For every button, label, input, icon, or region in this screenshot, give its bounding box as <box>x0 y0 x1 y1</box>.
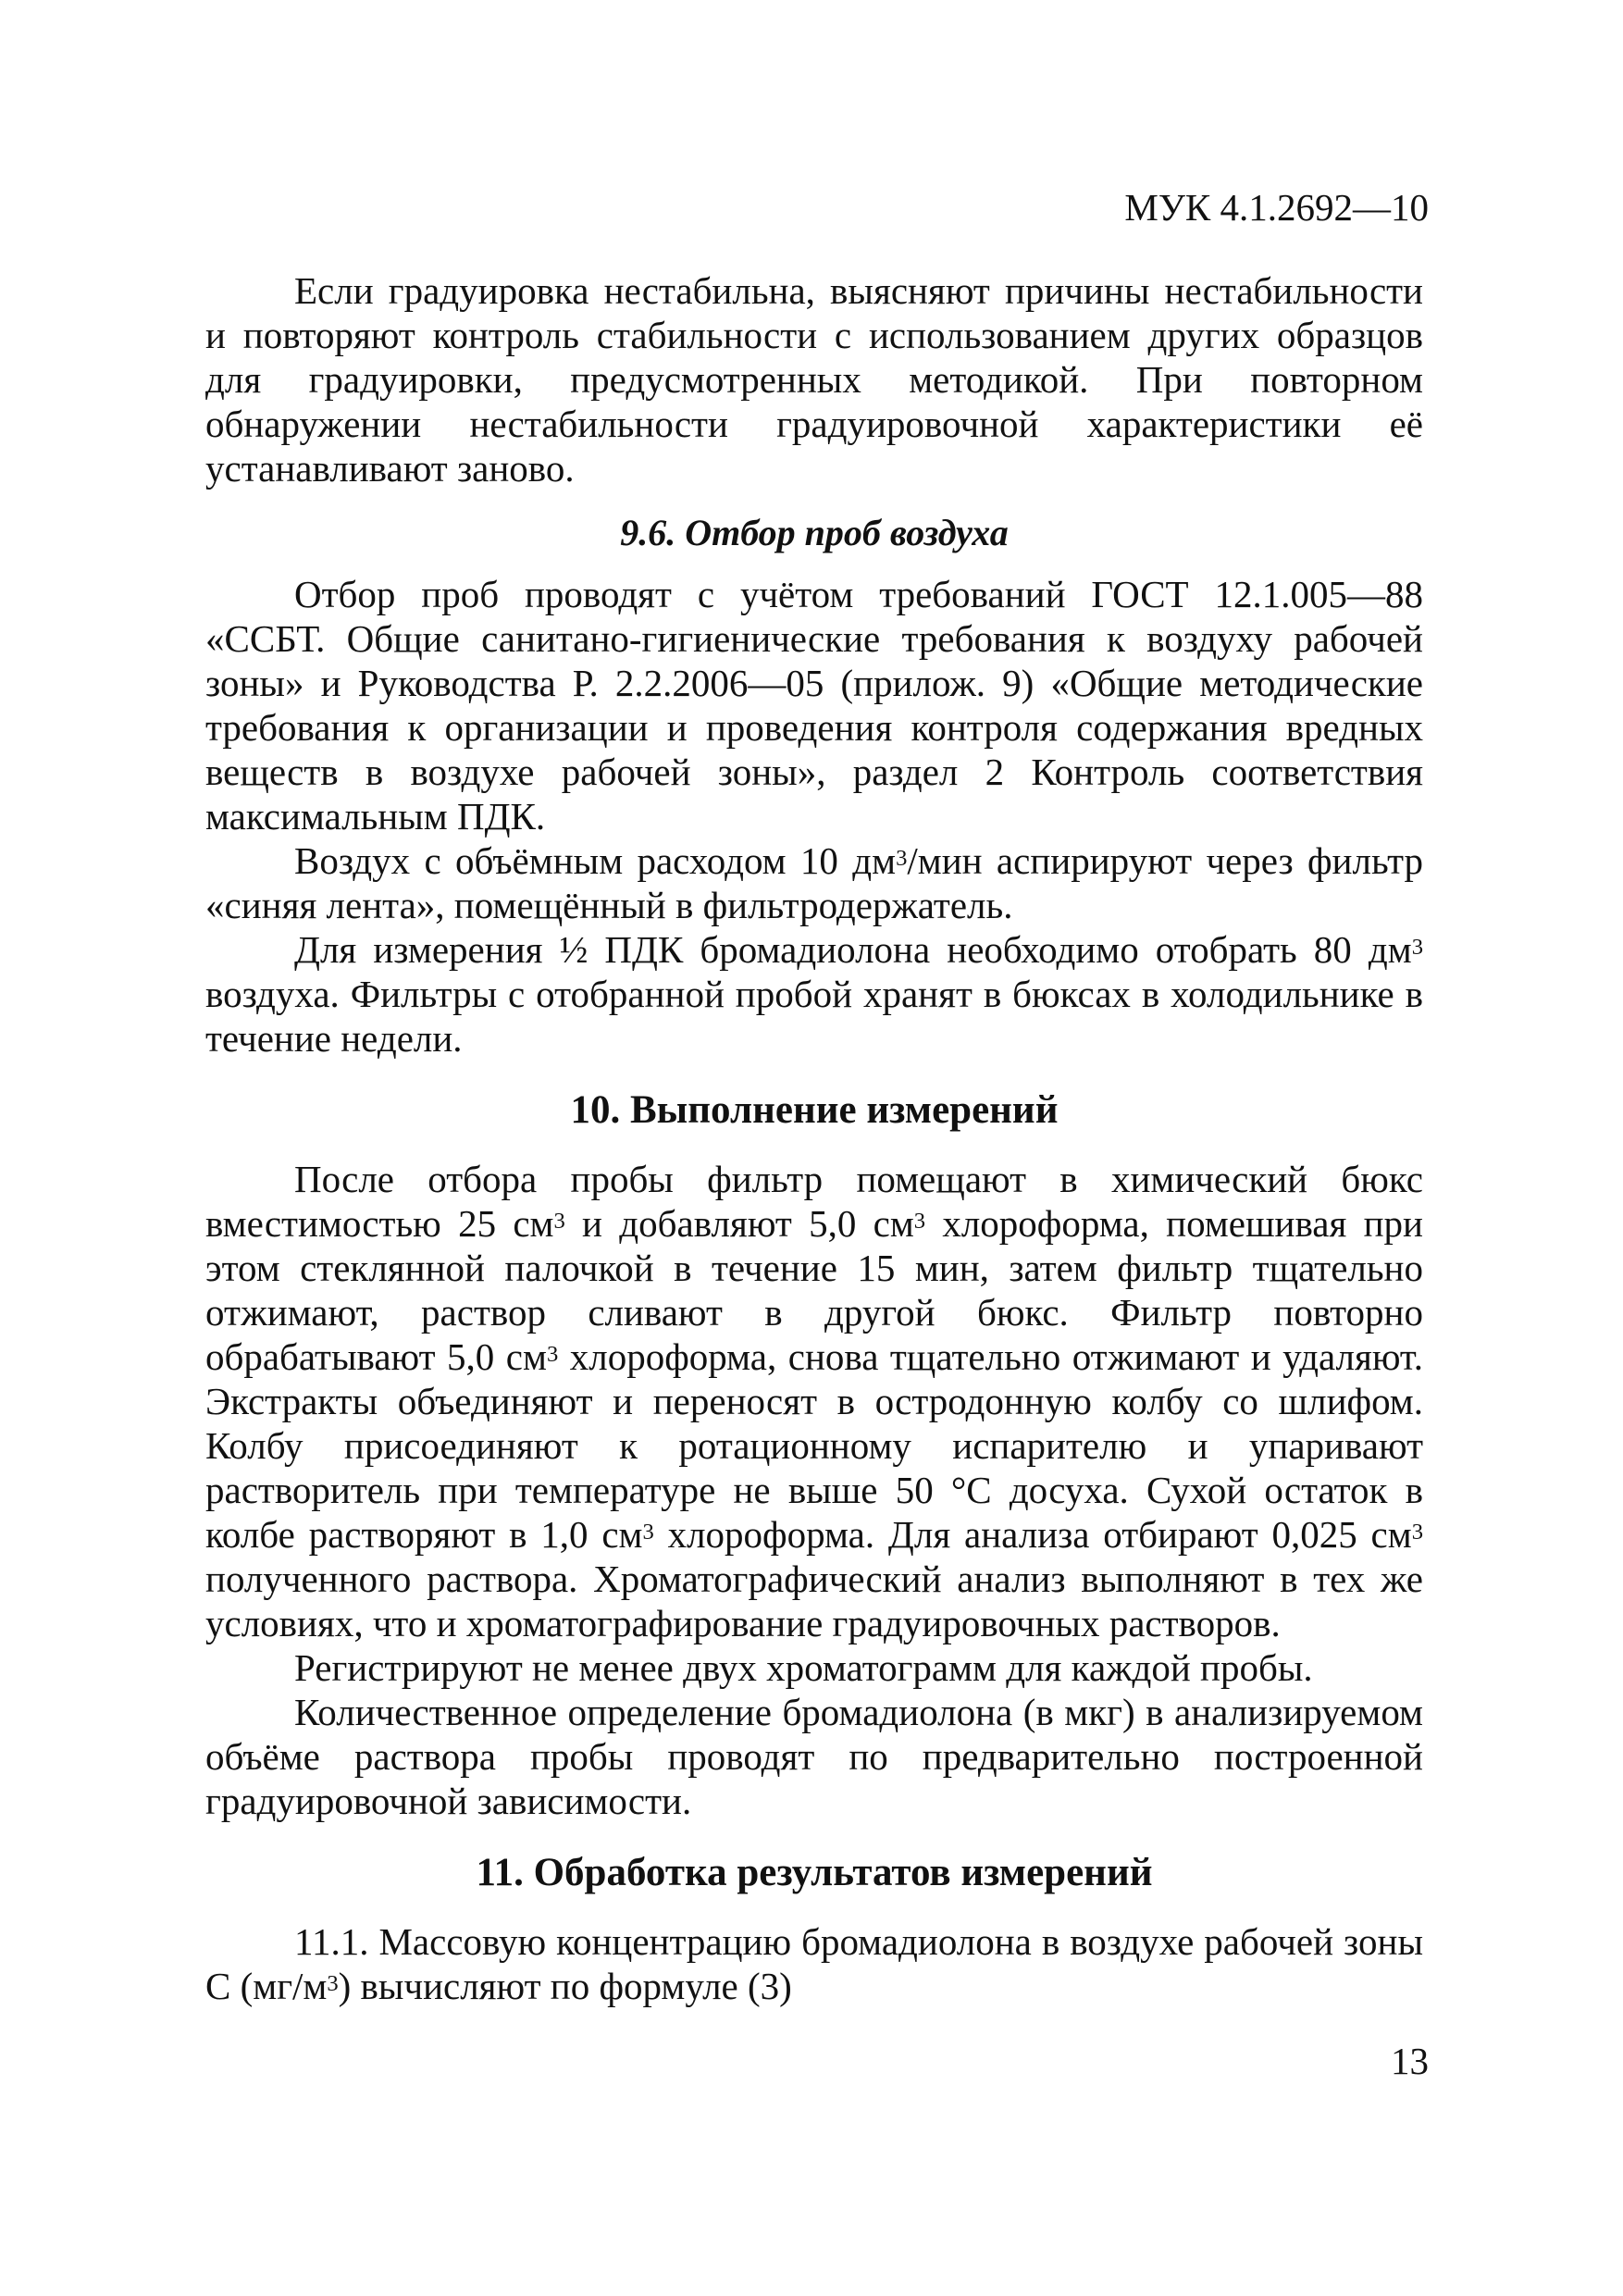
text-run: 11.1. Массовую концентрацию бромадиолона в воздухе рабочей зоны С (мг/м <box>205 1920 1423 2007</box>
text-run: хлороформа. Для анализа отбирают 0,025 см <box>653 1513 1412 1556</box>
paragraph-11-1 <box>205 1919 1423 2008</box>
document-code: МУК 4.1.2692—10 <box>1124 186 1429 229</box>
text-run: После отбора пробы фильтр помещают в химический бюкс вместимостью 25 см <box>205 1158 1423 1245</box>
paragraph-9-6-2 <box>205 838 1423 927</box>
superscript: 3 <box>327 1971 339 1997</box>
superscript: 3 <box>642 1520 654 1545</box>
paragraph-10-1 <box>205 1157 1423 1645</box>
superscript: 3 <box>1411 1520 1423 1545</box>
paragraph-10-2: Регистрируют не менее двух хроматограмм для каждой пробы. <box>294 1646 1313 1689</box>
section-title-11: 11. Обработка результатов измерений <box>476 1851 1153 1894</box>
paragraph-10-3: Количественное определение бромадиолона (в мкг) в анализируемом объёме раствора пробы проводят по предварительно построенной градуировочной зависимости. <box>205 1691 1423 1822</box>
text-run: воздуха. Фильтры с отобранной пробой хранят в бюксах в холодильнике в течение недели. <box>205 973 1423 1060</box>
superscript: 3 <box>896 846 908 872</box>
section-title-10: 10. Выполнение измерений <box>570 1088 1059 1132</box>
text-run: хлороформа, снова тщательно отжимают и удаляют. Экстракты объединяют и переносят в остродонную колбу со шлифом. Колбу присоединяют к ротационному испарителю и упаривают растворитель при температуре не выше 50 °С досуха. Сухой остаток в колбе растворяют в 1,0 см <box>205 1335 1423 1556</box>
text-run: полученного раствора. Хроматографический анализ выполняют в тех же условиях, что и хроматографирование градуировочных растворов. <box>205 1558 1423 1644</box>
superscript: 3 <box>553 1209 565 1235</box>
text-run: Воздух с объёмным расходом 10 дм <box>294 839 897 882</box>
subsection-title-9-6: 9.6. Отбор проб воздуха <box>620 512 1009 553</box>
superscript: 3 <box>913 1209 926 1235</box>
superscript: 3 <box>1411 935 1423 961</box>
text-run: и добавляют 5,0 см <box>564 1202 914 1245</box>
page-number: 13 <box>1391 2040 1429 2082</box>
text-run: Для измерения ½ ПДК бромадиолона необходимо отобрать 80 дм <box>294 928 1412 971</box>
superscript: 3 <box>546 1342 559 1368</box>
paragraph-9-6-3 <box>205 927 1423 1061</box>
paragraph-9-6-1: Отбор проб проводят с учётом требований ГОСТ 12.1.005—88 «ССБТ. Общие санитано-гигиенические требования к воздуху рабочей зоны» и Руководства Р. 2.2.2006—05 (прилож. 9) «Общие методические требования к организации и проведения контроля содержания вредных веществ в воздухе рабочей зоны», раздел 2 Контроль соответствия максимальным ПДК. <box>205 573 1423 838</box>
paragraph-intro: Если градуировка нестабильна, выясняют причины нестабильности и повторяют контроль стабильности с использованием других образцов для градуировки, предусмотренных методикой. При повторном обнаружении нестабильности градуировочной характеристики её устанавливают заново. <box>205 269 1423 490</box>
text-run: ) вычисляют по формуле (3) <box>338 1965 792 2007</box>
text-run: хлороформа, помешивая при этом стеклянной палочкой в течение 15 мин, затем фильтр тщательно отжимают, раствор сливают в другой бюкс. Фильтр повторно обрабатывают 5,0 см <box>205 1202 1423 1378</box>
page-content <box>205 268 1423 2008</box>
text-run: /мин аспирируют через фильтр «синяя лента», помещённый в фильтродержатель. <box>205 839 1424 926</box>
